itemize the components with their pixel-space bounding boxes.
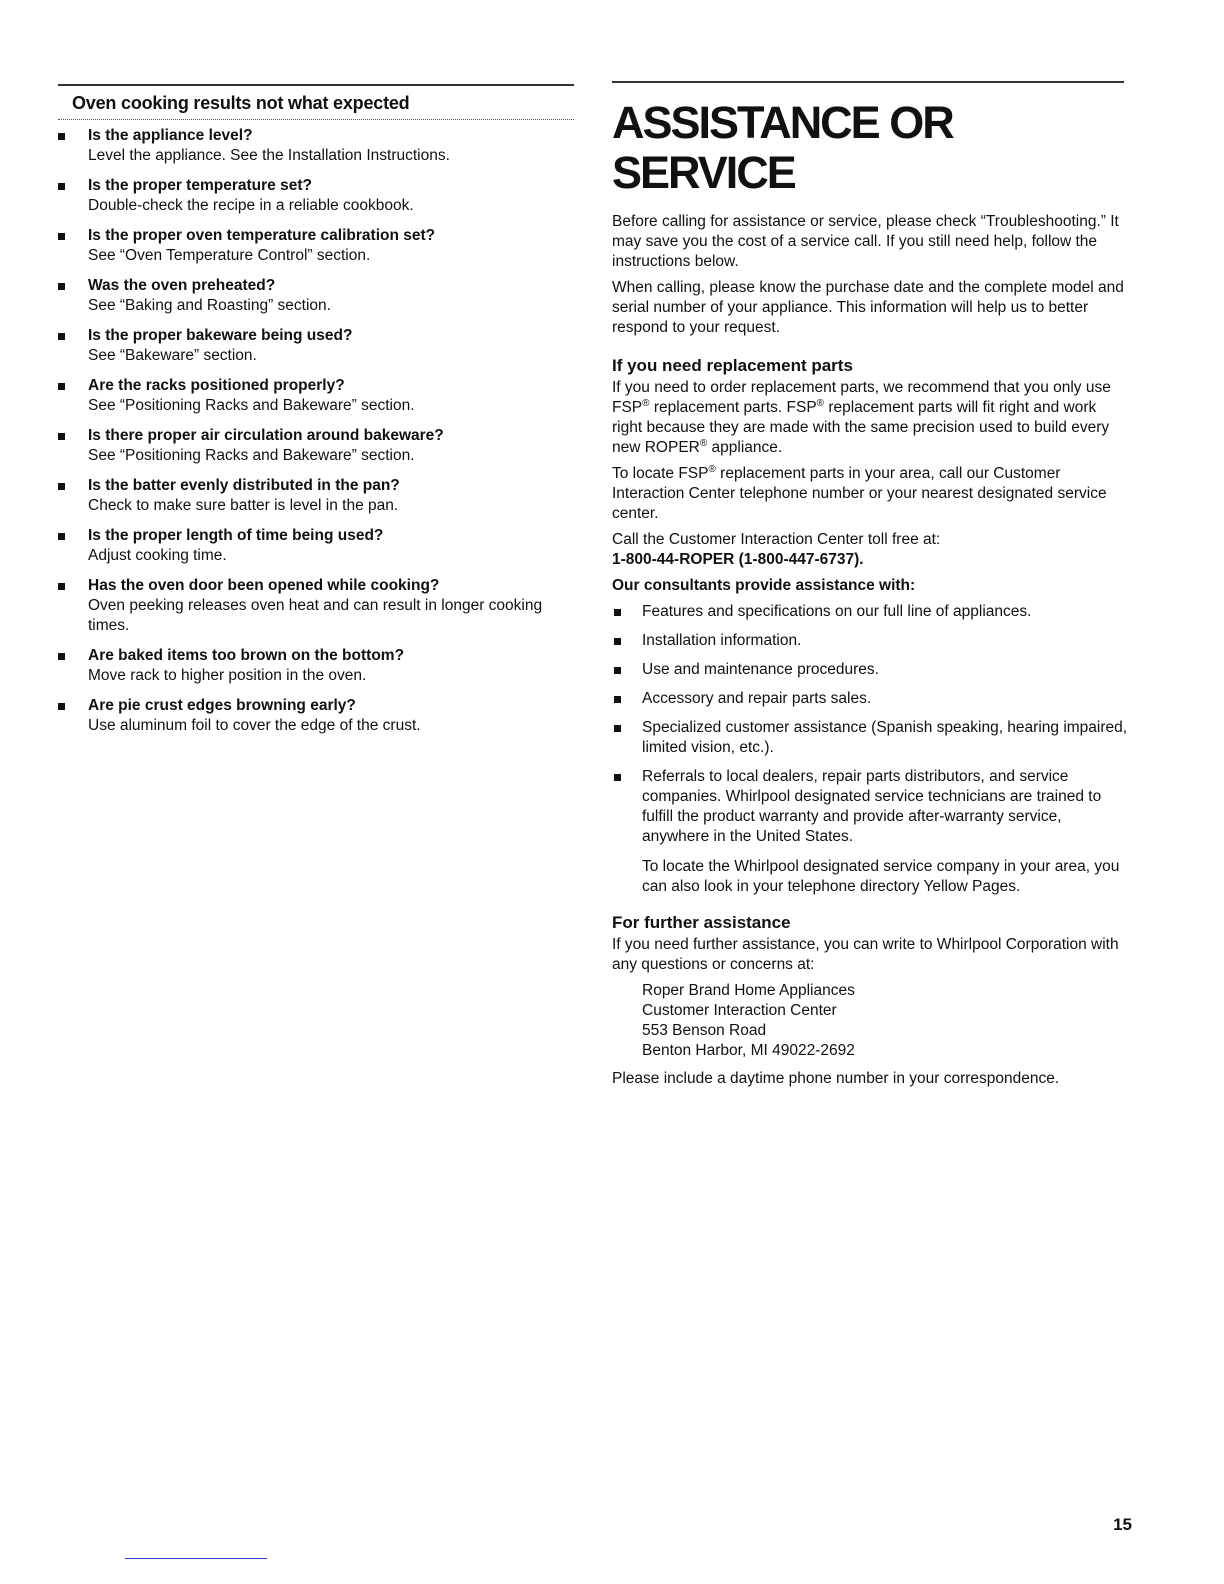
- list-item: Specialized customer assistance (Spanish speaking, hearing impaired, limited vision, etc.).: [612, 718, 1130, 758]
- question: Are pie crust edges browning early?: [88, 697, 356, 714]
- consultants-heading: Our consultants provide assistance with:: [612, 577, 916, 594]
- square-bullet-icon: [58, 653, 65, 660]
- square-bullet-icon: [58, 433, 65, 440]
- address-line: 553 Benson Road: [642, 1022, 767, 1039]
- list-item: [56, 276, 576, 316]
- answer: Double-check the recipe in a reliable cookbook.: [88, 197, 414, 214]
- section-title: Oven cooking results not what expected: [72, 93, 410, 113]
- answer: See “Bakeware” section.: [88, 347, 257, 364]
- further-assistance-heading: For further assistance: [612, 913, 791, 932]
- registered-mark: ®: [816, 397, 825, 409]
- answer: Adjust cooking time.: [88, 547, 227, 564]
- list-item: [56, 646, 576, 686]
- call-text: Call the Customer Interaction Center toll free at:: [612, 531, 941, 548]
- list-item: [56, 326, 576, 366]
- answer: Level the appliance. See the Installation Instructions.: [88, 147, 450, 164]
- replacement-parts-heading: If you need replacement parts: [612, 356, 853, 375]
- list-item: [56, 126, 576, 166]
- answer: See “Oven Temperature Control” section.: [88, 247, 371, 264]
- address-line: Benton Harbor, MI 49022-2692: [642, 1042, 855, 1059]
- question-list: [56, 126, 576, 736]
- square-bullet-icon: [58, 133, 65, 140]
- bottom-link-line: [125, 1558, 267, 1559]
- question: Is the proper bakeware being used?: [88, 327, 353, 344]
- answer: Move rack to higher position in the oven.: [88, 667, 367, 684]
- locate-service-note: To locate the Whirlpool designated service company in your area, you can also look in your telephone directory Yellow Pages.: [642, 858, 1120, 895]
- question: Are the racks positioned properly?: [88, 377, 345, 394]
- square-bullet-icon: [614, 725, 621, 732]
- address-line: Customer Interaction Center: [642, 1002, 837, 1019]
- answer: See “Baking and Roasting” section.: [88, 297, 331, 314]
- closing-note: Please include a daytime phone number in your correspondence.: [612, 1070, 1060, 1087]
- square-bullet-icon: [614, 774, 621, 781]
- registered-mark: ®: [642, 397, 650, 409]
- list-item: Use and maintenance procedures.: [612, 660, 1130, 680]
- question: Has the oven door been opened while cooking?: [88, 577, 440, 594]
- square-bullet-icon: [614, 609, 621, 616]
- question: Are baked items too brown on the bottom?: [88, 647, 405, 664]
- answer: See “Positioning Racks and Bakeware” section.: [88, 397, 415, 414]
- square-bullet-icon: [58, 483, 65, 490]
- question: Is the proper oven temperature calibration set?: [88, 227, 436, 244]
- answer: See “Positioning Racks and Bakeware” section.: [88, 447, 415, 464]
- list-item: Accessory and repair parts sales.: [612, 689, 1130, 709]
- square-bullet-icon: [58, 283, 65, 290]
- list-item: [56, 426, 576, 466]
- list-item: Referrals to local dealers, repair parts distributors, and service companies. Whirlpool designated service technicians are trained to fulfill the product warranty and provide after-warranty service, anywhere in the United States. To locate the Whirlpool designated service company in your area, you can also look in your telephone directory Yellow Pages.: [612, 767, 1130, 897]
- square-bullet-icon: [58, 233, 65, 240]
- intro-paragraph-1: Before calling for assistance or service, please check “Troubleshooting.” It may save you the cost of a service call. If you still need help, follow the instructions below.: [612, 213, 1119, 270]
- list-item: Installation information.: [612, 631, 1130, 651]
- further-assistance-text: If you need further assistance, you can write to Whirlpool Corporation with any questions or concerns at:: [612, 936, 1119, 973]
- mailing-address: [642, 981, 1130, 1061]
- question: Is the batter evenly distributed in the pan?: [88, 477, 400, 494]
- square-bullet-icon: [58, 703, 65, 710]
- page-title: ASSISTANCE OR SERVICE: [612, 97, 953, 198]
- answer: Use aluminum foil to cover the edge of the crust.: [88, 717, 421, 734]
- list-item: Features and specifications on our full line of appliances.: [612, 602, 1130, 622]
- replacement-parts-paragraph: If you need to order replacement parts, we recommend that you only use FSP® replacement parts. FSP® replacement parts will fit right and work right because they are made with the same precision used to build every new ROPER® appliance.: [612, 379, 1111, 456]
- question: Was the oven preheated?: [88, 277, 276, 294]
- locate-parts-paragraph: To locate FSP® replacement parts in your area, call our Customer Interaction Center telephone number or your nearest designated service center.: [612, 463, 1107, 522]
- page-number: 15: [1113, 1515, 1132, 1534]
- intro-paragraph-2: When calling, please know the purchase date and the complete model and serial number of your appliance. This information will help us to better respond to your request.: [612, 279, 1124, 336]
- question: Is the proper length of time being used?: [88, 527, 384, 544]
- list-item: [56, 176, 576, 216]
- square-bullet-icon: [58, 533, 65, 540]
- left-top-rule: [58, 84, 574, 86]
- answer: Oven peeking releases oven heat and can result in longer cooking times.: [88, 597, 543, 634]
- address-line: Roper Brand Home Appliances: [642, 982, 855, 999]
- list-item: [56, 476, 576, 516]
- phone-number: 1-800-44-ROPER (1-800-447-6737).: [612, 551, 864, 568]
- list-item: [56, 696, 576, 736]
- troubleshooting-column: [56, 93, 576, 746]
- answer: Check to make sure batter is level in the pan.: [88, 497, 399, 514]
- square-bullet-icon: [58, 583, 65, 590]
- square-bullet-icon: [614, 667, 621, 674]
- square-bullet-icon: [614, 696, 621, 703]
- list-item: [56, 226, 576, 266]
- question: Is the proper temperature set?: [88, 177, 312, 194]
- square-bullet-icon: [58, 383, 65, 390]
- assistance-column: [612, 98, 1130, 1095]
- registered-mark: ®: [708, 463, 716, 475]
- registered-mark: ®: [699, 437, 708, 449]
- square-bullet-icon: [58, 183, 65, 190]
- square-bullet-icon: [614, 638, 621, 645]
- question: Is there proper air circulation around bakeware?: [88, 427, 444, 444]
- list-item: [56, 526, 576, 566]
- right-top-rule: [612, 81, 1124, 83]
- services-list: [612, 602, 1130, 897]
- square-bullet-icon: [58, 333, 65, 340]
- list-item: [56, 576, 576, 636]
- list-item: [56, 376, 576, 416]
- question: Is the appliance level?: [88, 127, 253, 144]
